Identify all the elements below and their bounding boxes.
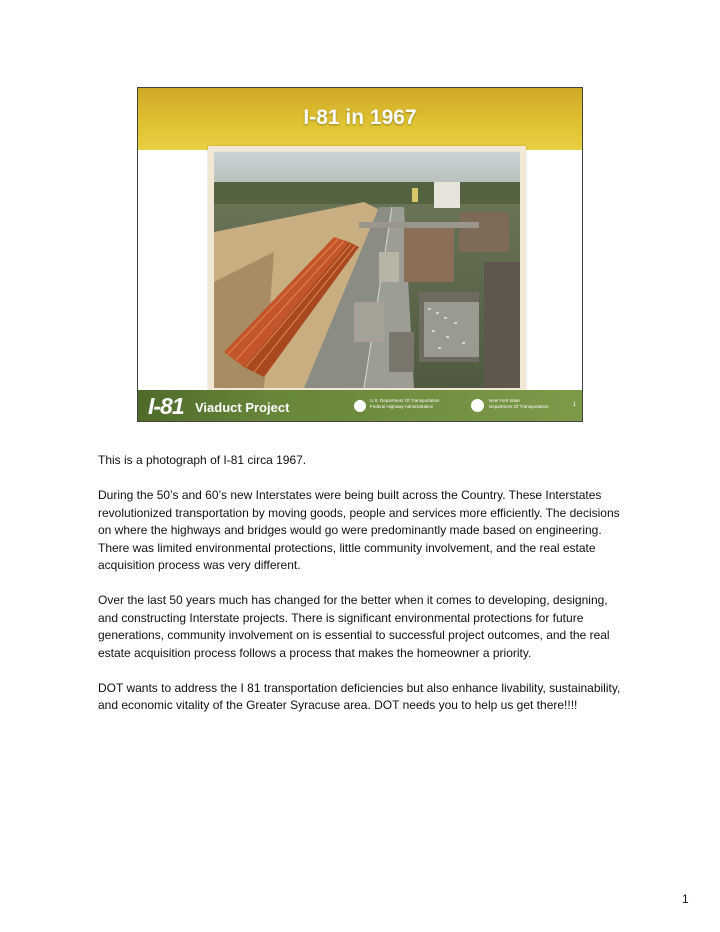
- slide-footer: [138, 390, 582, 422]
- nysdot-agency-text: [489, 398, 549, 410]
- slide-number: 1: [572, 402, 576, 408]
- slide-thumbnail: [137, 87, 583, 422]
- i81-logo-text: I-81: [148, 393, 184, 419]
- notes-paragraph: During the 50’s and 60’s new Interstates were being built across the Country. These Interstates revolutionized transportation by moving goods, people and services more efficiently. The decisions on where the highways and bridges would go were predominantly made based on engineering. There was limited environmental protections, little community involvement, and the real estate acquisition process was very different.: [98, 488, 620, 572]
- page-number: 1: [682, 892, 689, 906]
- usdot-agency-text: [370, 398, 440, 410]
- photo-frame: [208, 146, 526, 396]
- usdot-line-2: Federal Highway Administration: [370, 404, 434, 409]
- usdot-seal-icon: [354, 400, 366, 412]
- slide-title: I-81 in 1967: [303, 106, 417, 129]
- nysdot-line-2: Department Of Transportation: [489, 404, 549, 409]
- nysdot-seal-icon: [471, 399, 484, 412]
- notes-paragraph: This is a photograph of I-81 circa 1967.: [98, 453, 307, 467]
- nysdot-line-1: New York State: [489, 398, 520, 403]
- slide-header: [138, 88, 582, 150]
- aerial-photo: [214, 152, 520, 388]
- notes-paragraph: Over the last 50 years much has changed for the better when it comes to developing, designing, and constructing Interstate projects. There is significant environmental protections for future generations, community involvement on is essential to successful project outcomes, and the real estate acquisition process follows a process that makes the homeowner a priority.: [98, 593, 610, 660]
- notes-paragraph: DOT wants to address the I 81 transportation deficiencies but also enhance livability, sustainability, and economic vitality of the Greater Syracuse area. DOT needs you to help us get there!!!!: [98, 680, 621, 712]
- usdot-line-1: U.S. Department Of Transportation: [370, 398, 440, 403]
- speaker-notes: [98, 452, 628, 732]
- viaduct-project-text: Viaduct Project: [195, 400, 290, 415]
- aerial-photo-image: [214, 152, 520, 388]
